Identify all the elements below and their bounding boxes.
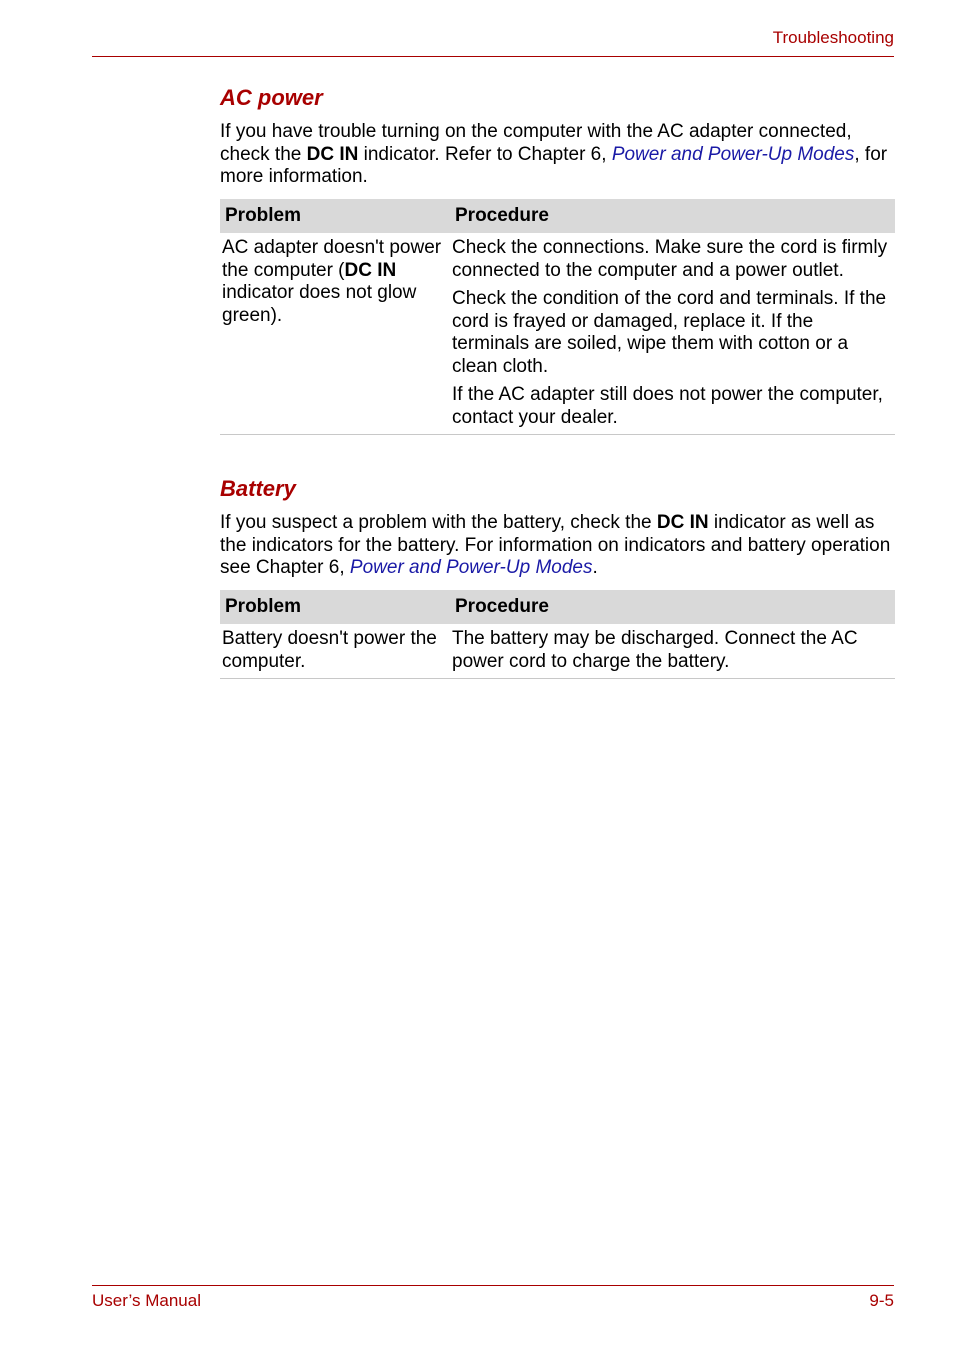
table-row: [220, 233, 895, 435]
battery-table-wrap: [220, 590, 895, 679]
procedure-step: Check the connections. Make sure the cord is firmly connected to the computer and a power outlet.: [452, 237, 888, 281]
problem-text: indicator does not glow green).: [222, 282, 417, 326]
procedure-step: Check the condition of the cord and terminals. If the cord is frayed or damaged, replace it. If the terminals are soiled, wipe them with cotton or a clean cloth.: [452, 288, 887, 377]
chapter-link[interactable]: Power and Power-Up Modes: [349, 557, 593, 578]
intro-text: If you suspect a problem with the battery, check the: [220, 512, 657, 533]
ac-power-section: [220, 85, 895, 111]
intro-text: If you have trouble turning on the computer with the AC adapter connected, check the: [220, 121, 852, 165]
dc-in-label: DC IN: [344, 259, 397, 281]
procedure-cell: [450, 233, 895, 435]
dc-in-label: DC IN: [306, 143, 359, 165]
ac-power-table: [220, 199, 895, 435]
chapter-link[interactable]: Power and Power-Up Modes: [611, 143, 855, 165]
page-number: 9-5: [869, 1291, 894, 1310]
intro-text: .: [592, 557, 598, 578]
table-header-row: [220, 590, 895, 624]
intro-text: , for more information.: [220, 143, 888, 187]
column-header-procedure: Procedure: [450, 199, 895, 233]
header-rule: [92, 56, 894, 57]
section-heading-battery: Battery: [220, 476, 296, 501]
battery-section: [220, 476, 895, 502]
ac-power-intro: [220, 121, 895, 189]
column-header-problem: Problem: [220, 590, 450, 624]
problem-cell: [220, 233, 450, 435]
column-header-problem: Problem: [220, 199, 450, 233]
intro-text: indicator. Refer to Chapter 6,: [358, 143, 612, 165]
footer-manual-label: User’s Manual: [92, 1291, 201, 1310]
procedure-step: If the AC adapter still does not power the computer, contact your dealer.: [452, 384, 883, 428]
intro-text: indicator as well as the indicators for the battery. For information on indicators and battery operation see Chapter 6,: [220, 512, 891, 578]
column-header-procedure: Procedure: [450, 590, 895, 624]
footer-rule: [92, 1285, 894, 1286]
ac-power-table-wrap: [220, 199, 895, 435]
procedure-cell: The battery may be discharged. Connect the AC power cord to charge the battery.: [450, 624, 895, 679]
page-header-title: Troubleshooting: [772, 28, 894, 47]
section-heading-ac-power: AC power: [220, 85, 323, 110]
table-header-row: [220, 199, 895, 233]
dc-in-label: DC IN: [656, 512, 709, 533]
problem-cell: Battery doesn't power the computer.: [220, 624, 450, 679]
battery-intro: [220, 512, 895, 580]
table-row: [220, 624, 895, 679]
battery-table: [220, 590, 895, 679]
problem-text: AC adapter doesn't power the computer (: [222, 237, 442, 281]
